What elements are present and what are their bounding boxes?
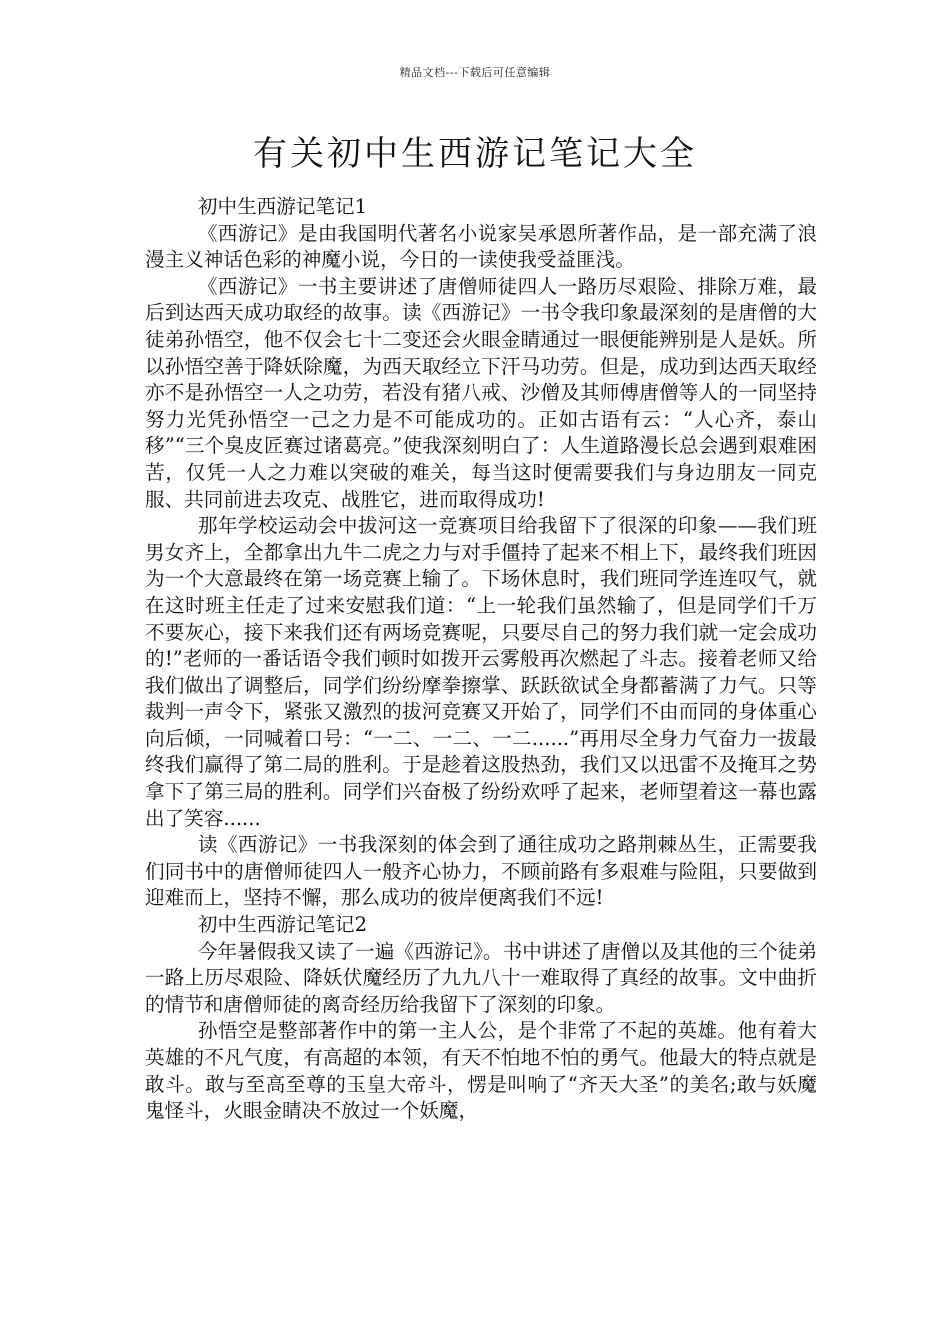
document-body (145, 194, 817, 1125)
paragraph: 《西游记》一书主要讲述了唐僧师徒四人一路历尽艰险、排除万难，最后到达西天成功取经的故事。读《西游记》一书令我印象最深刻的是唐僧的大徒弟孙悟空，他不仅会七十二变还会火眼金睛通过一眼便能辨别是人是妖。所以孙悟空善于降妖除魔，为西天取经立下汗马功劳。但是，成功到达西天取经亦不是孙悟空一人之功劳，若没有猪八戒、沙僧及其师傅唐僧等人的一同坚持努力光凭孙悟空一己之力是不可能成功的。正如古语有云：“人心齐，泰山移”“三个臭皮匠赛过诸葛亮。”使我深刻明白了：人生道路漫长总会遇到艰难困苦，仅凭一人之力难以突破的难关，每当这时便需要我们与身边朋友一同克服、共同前进去攻克、战胜它，进而取得成功! (145, 274, 817, 511)
paragraph: 孙悟空是整部著作中的第一主人公，是个非常了不起的英雄。他有着大英雄的不凡气度，有高超的本领，有天不怕地不怕的勇气。他最大的特点就是敢斗。敢与至高至尊的玉皇大帝斗，愣是叫响了“齐天大圣”的美名;敢与妖魔鬼怪斗，火眼金睛决不放过一个妖魔， (145, 1019, 817, 1123)
section-heading: 初中生西游记笔记2 (197, 913, 368, 937)
paragraph: 《西游记》是由我国明代著名小说家吴承恩所著作品，是一部充满了浪漫主义神话色彩的神魔小说，今日的一读使我受益匪浅。 (145, 221, 817, 272)
paragraph: 那年学校运动会中拔河这一竞赛项目给我留下了很深的印象——我们班男女齐上，全都拿出九牛二虎之力与对手僵持了起来不相上下，最终我们班因为一个大意最终在第一场竞赛上输了。下场休息时，我们班同学连连叹气，就在这时班主任走了过来安慰我们道：“上一轮我们虽然输了，但是同学们千万不要灰心，接下来我们还有两场竞赛呢，只要尽自己的努力我们就一定会成功的!”老师的一番话语令我们顿时如拨开云雾般再次燃起了斗志。接着老师又给我们做出了调整后，同学们纷纷摩拳擦掌、跃跃欲试全身都蓄满了力气。只等裁判一声令下，紧张又激烈的拔河竞赛又开始了，同学们不由而同的身体重心向后倾，一同喊着口号：“一二、一二、一二......”再用尽全身力气奋力一拔最终我们赢得了第二局的胜利。于是趁着这股热劲，我们又以迅雷不及掩耳之势拿下了第三局的胜利。同学们兴奋极了纷纷欢呼了起来，老师望着这一幕也露出了笑容...... (145, 514, 817, 830)
section-heading: 初中生西游记笔记1 (197, 195, 368, 218)
page-header-note: 精品文档---下载后可任意编辑 (399, 66, 551, 79)
paragraph: 读《西游记》一书我深刻的体会到了通往成功之路荆棘丛生，正需要我们同书中的唐僧师徒四人一般齐心协力，不顾前路有多艰难与险阻，只要做到迎难而上，坚持不懈，那么成功的彼岸便离我们不远! (145, 833, 817, 910)
paragraph: 今年暑假我又读了一遍《西游记》。书中讲述了唐僧以及其他的三个徒弟一路上历尽艰险、降妖伏魔经历了九九八十一难取得了真经的故事。文中曲折的情节和唐僧师徒的离奇经历给我留下了深刻的印象。 (145, 939, 817, 1016)
document-title: 有关初中生西游记笔记大全 (253, 134, 697, 174)
